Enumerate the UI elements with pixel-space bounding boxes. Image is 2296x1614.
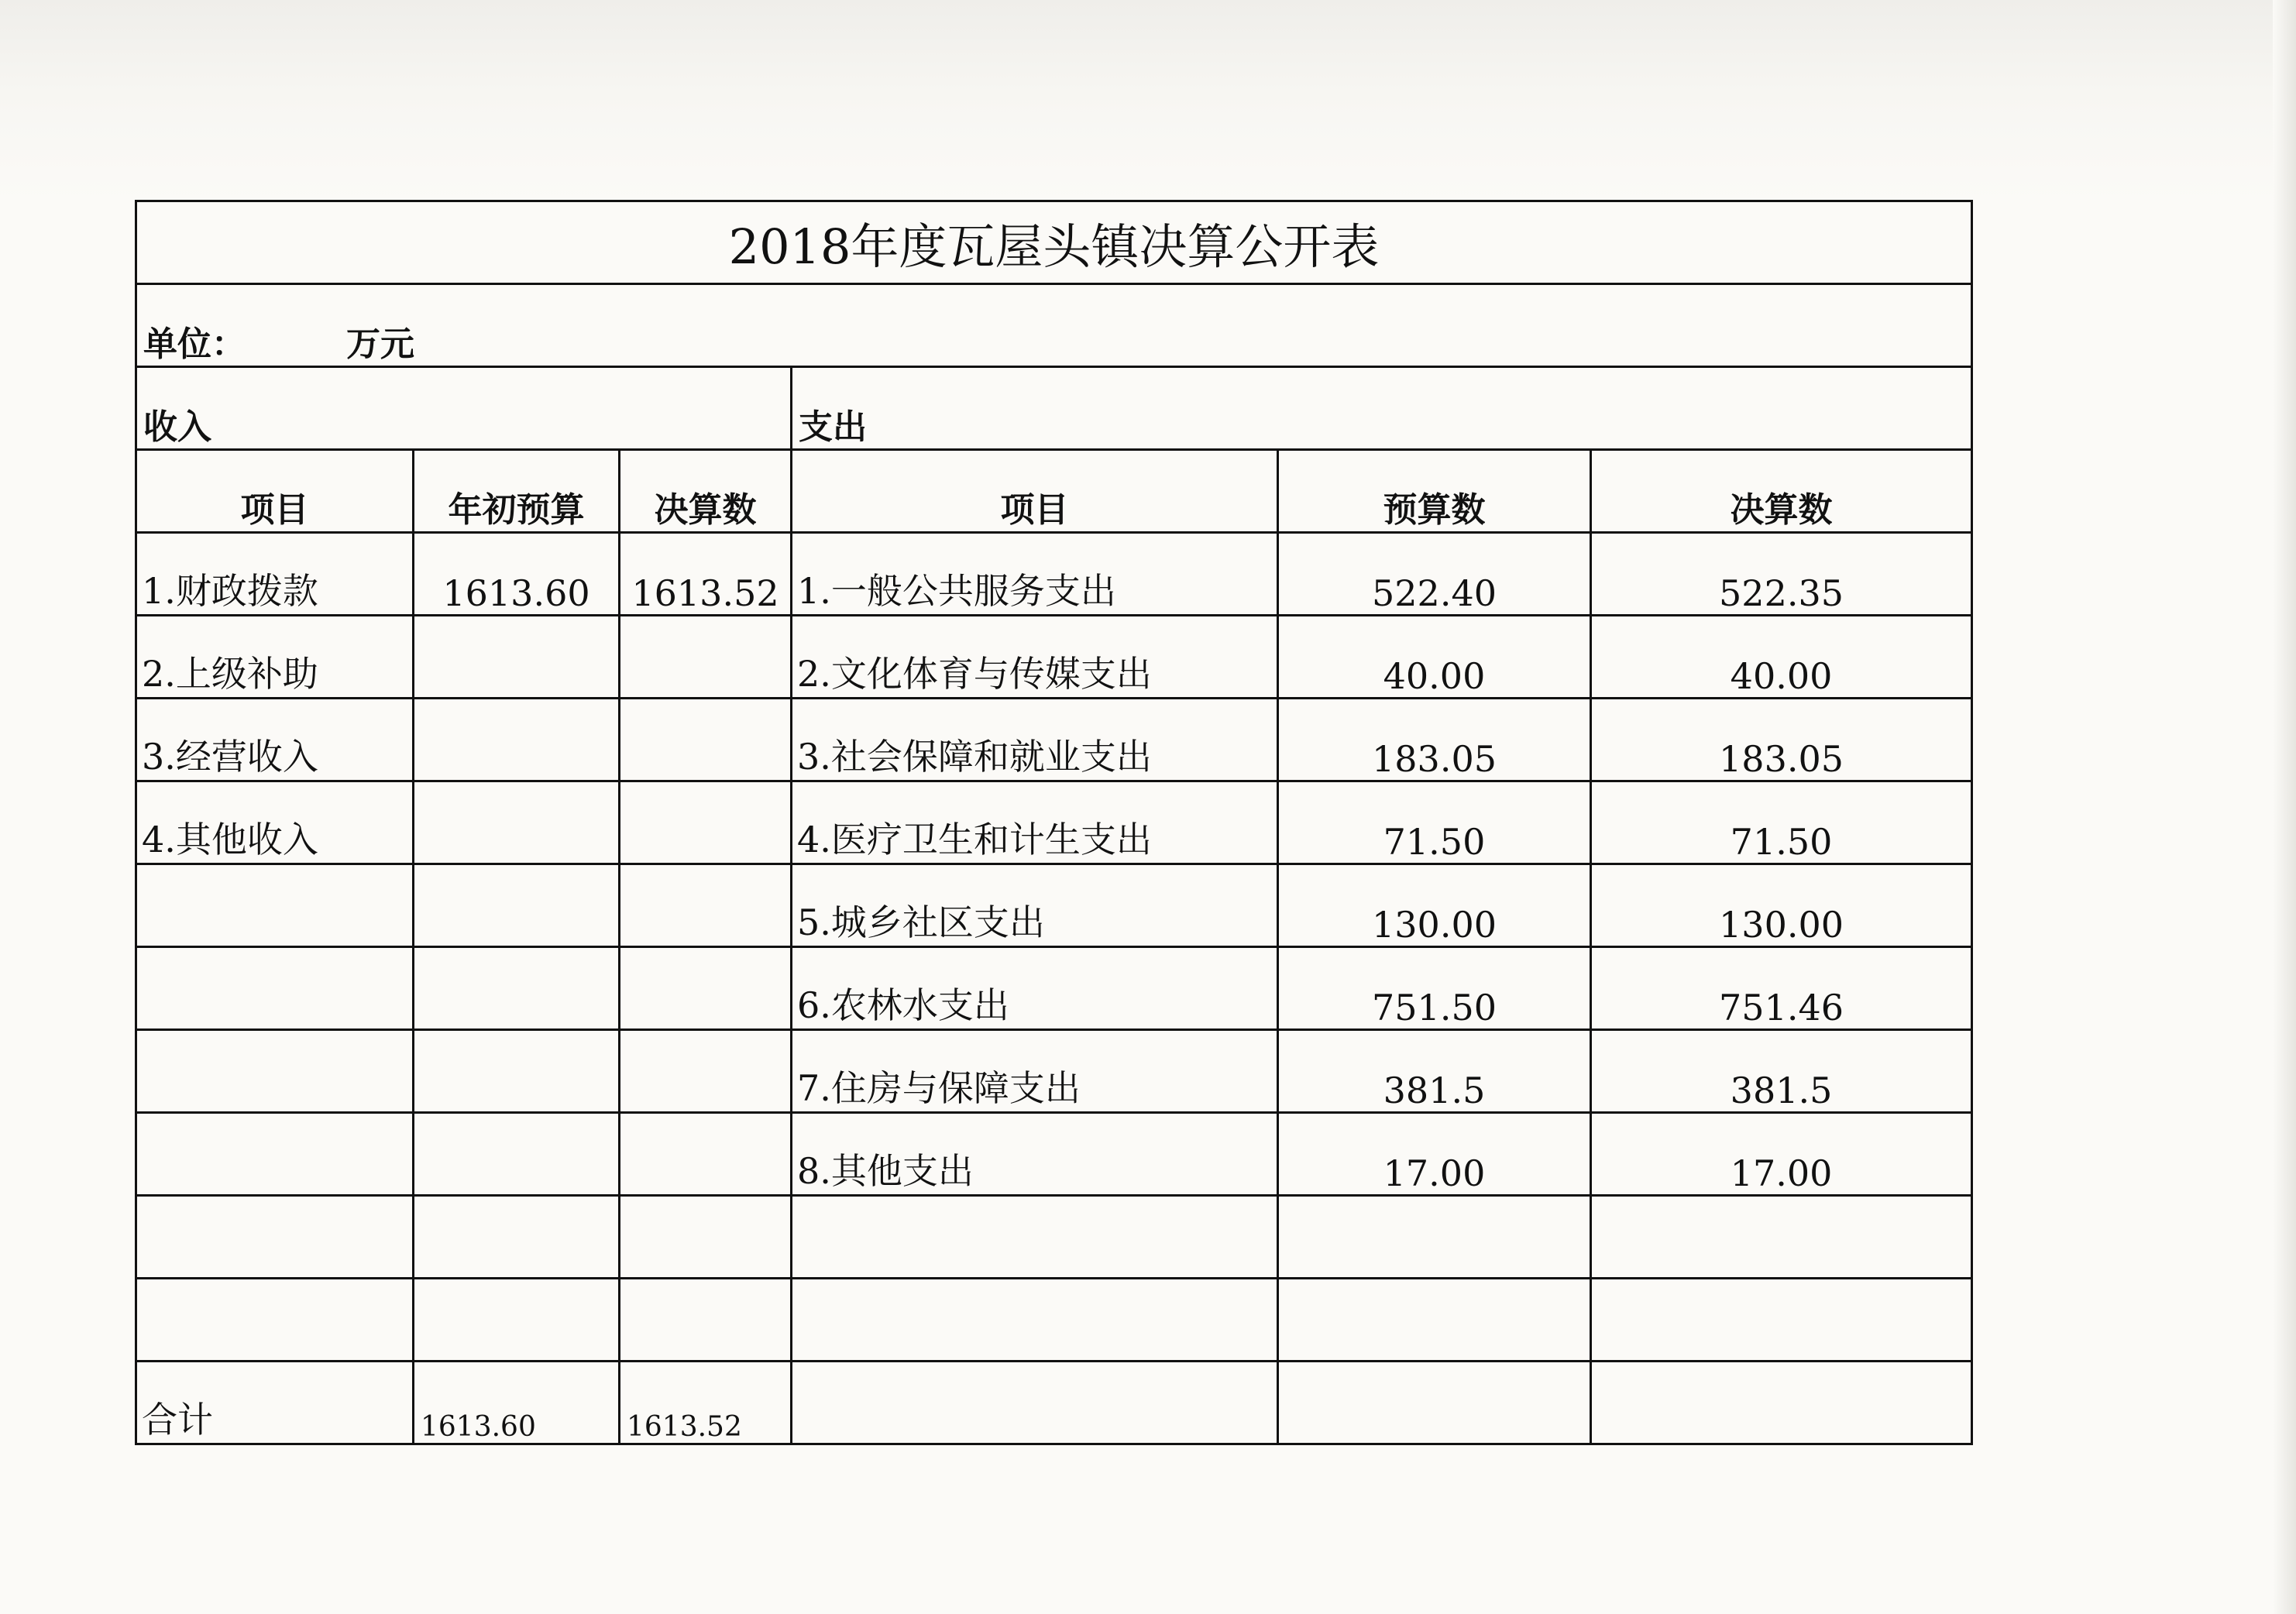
- expense-final-cell: 40.00: [1591, 616, 1972, 699]
- income-budget-cell: [414, 1030, 620, 1113]
- expense-budget-cell: 751.50: [1278, 947, 1591, 1030]
- expense-item-cell: 7.住房与保障支出: [792, 1030, 1278, 1113]
- income-budget-cell: [414, 947, 620, 1030]
- expense-item-cell: [792, 1279, 1278, 1362]
- income-budget-cell: [414, 864, 620, 947]
- expense-item-cell: 4.医疗卫生和计生支出: [792, 781, 1278, 864]
- header-expense-item: 项目: [792, 450, 1278, 533]
- income-final-cell: [620, 781, 792, 864]
- expense-final-cell: 71.50: [1591, 781, 1972, 864]
- income-final-cell: [620, 1196, 792, 1279]
- expense-item-cell: 8.其他支出: [792, 1113, 1278, 1196]
- table-title: 2018年度瓦屋头镇决算公开表: [136, 201, 1972, 284]
- table-row: [136, 1279, 1972, 1362]
- expense-budget-cell: 183.05: [1278, 699, 1591, 781]
- table-row: [136, 533, 1972, 616]
- expense-budget-cell: 17.00: [1278, 1113, 1591, 1196]
- income-final-cell: [620, 1113, 792, 1196]
- income-final-cell: [620, 1030, 792, 1113]
- income-section-label: 收入: [136, 367, 792, 450]
- table-row: [136, 616, 1972, 699]
- income-budget-cell: [414, 1279, 620, 1362]
- income-item-cell: [136, 947, 414, 1030]
- income-budget-cell: [414, 1113, 620, 1196]
- budget-table: [135, 200, 1973, 1445]
- income-item-cell: [136, 1030, 414, 1113]
- table-row: [136, 1030, 1972, 1113]
- expense-item-cell: 6.农林水支出: [792, 947, 1278, 1030]
- income-item-cell: 4.其他收入: [136, 781, 414, 864]
- income-budget-cell: 1613.60: [414, 533, 620, 616]
- unit-label: 单位：: [143, 325, 246, 364]
- total-income-budget: 1613.60: [414, 1362, 620, 1444]
- unit-cell: [136, 284, 1972, 367]
- income-final-cell: 1613.52: [620, 533, 792, 616]
- expense-item-cell: 3.社会保障和就业支出: [792, 699, 1278, 781]
- table-row: [136, 1196, 1972, 1279]
- income-final-cell: [620, 616, 792, 699]
- title-row: [136, 201, 1972, 284]
- income-item-cell: [136, 864, 414, 947]
- expense-item-cell: 2.文化体育与传媒支出: [792, 616, 1278, 699]
- expense-final-cell: [1591, 1279, 1972, 1362]
- income-final-cell: [620, 947, 792, 1030]
- expense-final-cell: 183.05: [1591, 699, 1972, 781]
- expense-item-cell: [792, 1196, 1278, 1279]
- income-final-cell: [620, 699, 792, 781]
- income-budget-cell: [414, 1196, 620, 1279]
- expense-item-cell: 5.城乡社区支出: [792, 864, 1278, 947]
- expense-final-cell: 751.46: [1591, 947, 1972, 1030]
- data-rows: [136, 533, 1972, 1362]
- income-budget-cell: [414, 699, 620, 781]
- section-row: [136, 367, 1972, 450]
- total-expense-budget: [1278, 1362, 1591, 1444]
- income-budget-cell: [414, 616, 620, 699]
- total-expense-item: [792, 1362, 1278, 1444]
- table-row: [136, 699, 1972, 781]
- income-item-cell: [136, 1113, 414, 1196]
- expense-final-cell: 381.5: [1591, 1030, 1972, 1113]
- table-row: [136, 864, 1972, 947]
- expense-budget-cell: 40.00: [1278, 616, 1591, 699]
- income-budget-cell: [414, 781, 620, 864]
- unit-row: [136, 284, 1972, 367]
- expense-budget-cell: [1278, 1279, 1591, 1362]
- income-final-cell: [620, 1279, 792, 1362]
- expense-budget-cell: 130.00: [1278, 864, 1591, 947]
- unit-value: 万元: [346, 325, 414, 364]
- header-income-final: 决算数: [620, 450, 792, 533]
- expense-budget-cell: [1278, 1196, 1591, 1279]
- total-label: 合计: [136, 1362, 414, 1444]
- expense-section-label: 支出: [792, 367, 1972, 450]
- income-item-cell: 3.经营收入: [136, 699, 414, 781]
- expense-final-cell: 130.00: [1591, 864, 1972, 947]
- expense-budget-cell: 71.50: [1278, 781, 1591, 864]
- total-row: [136, 1362, 1972, 1444]
- table-row: [136, 947, 1972, 1030]
- header-income-item: 项目: [136, 450, 414, 533]
- expense-budget-cell: 522.40: [1278, 533, 1591, 616]
- total-income-final: 1613.52: [620, 1362, 792, 1444]
- income-item-cell: 2.上级补助: [136, 616, 414, 699]
- expense-final-cell: 17.00: [1591, 1113, 1972, 1196]
- expense-item-cell: 1.一般公共服务支出: [792, 533, 1278, 616]
- header-expense-budget: 预算数: [1278, 450, 1591, 533]
- header-expense-final: 决算数: [1591, 450, 1972, 533]
- income-item-cell: [136, 1279, 414, 1362]
- expense-budget-cell: 381.5: [1278, 1030, 1591, 1113]
- income-item-cell: [136, 1196, 414, 1279]
- table-row: [136, 1113, 1972, 1196]
- expense-final-cell: 522.35: [1591, 533, 1972, 616]
- expense-final-cell: [1591, 1196, 1972, 1279]
- paper-edge: [2273, 0, 2296, 1614]
- income-item-cell: 1.财政拨款: [136, 533, 414, 616]
- total-expense-final: [1591, 1362, 1972, 1444]
- income-final-cell: [620, 864, 792, 947]
- table-row: [136, 781, 1972, 864]
- header-income-budget: 年初预算: [414, 450, 620, 533]
- header-row: [136, 450, 1972, 533]
